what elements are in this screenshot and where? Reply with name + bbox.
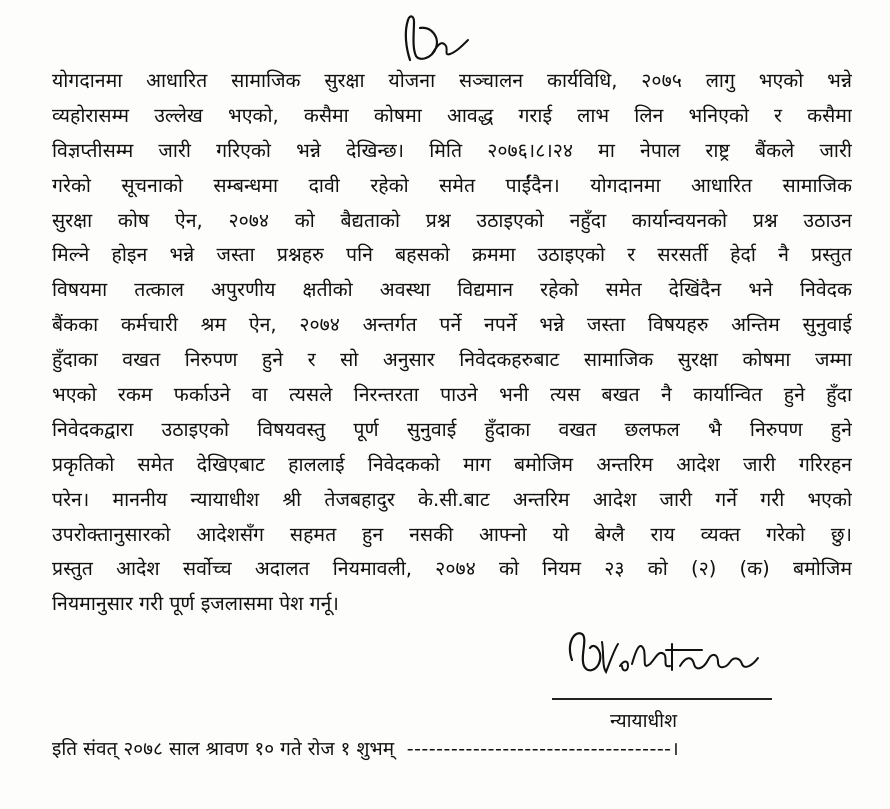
- judge-signature-block: [552, 620, 782, 740]
- footer-text: इति संवत् २०७८ साल श्रावण १० गते रोज १ शुभम्: [52, 738, 395, 760]
- text-line: व्यहोरासम्म उल्लेख भएको, कसैमा कोषमा आवद्ध गराई लाभ लिन भनिएको र कसैमा: [52, 103, 852, 127]
- footer-date-line: [52, 734, 842, 764]
- text-line: भएको रकम फर्काउने वा त्यसले निरन्तरता पाउने भनी त्यस बखत नै कार्यान्वित हुने हुँदा: [52, 383, 852, 407]
- signature-line: [552, 698, 772, 700]
- text-line: निवेदकद्वारा उठाइएको विषयवस्तु पूर्ण सुनुवाई हुँदाका वखत छलफल भै निरुपण हुने: [52, 417, 852, 441]
- text-line: विषयमा तत्काल अपुरणीय क्षतीको अवस्था विद्यमान रहेको समेत देखिंदैन भने निवेदक: [52, 278, 852, 302]
- text-line: प्रस्तुत आदेश सर्वोच्च अदालत नियमावली, २०७४ को नियम २३ को (२) (क) बमोजिम: [52, 557, 852, 581]
- text-line: नियमानुसार गरी पूर्ण इजलासमा पेश गर्नू।: [52, 592, 339, 616]
- text-line: योगदानमा आधारित सामाजिक सुरक्षा योजना सञ्चालन कार्यविधि, २०७५ लागु भएको भन्ने: [52, 69, 852, 92]
- initial-mark: [392, 10, 472, 70]
- text-line: मिल्ने होइन भन्ने जस्ता प्रश्नहरु पनि बहसको क्रममा उठाइएको र सरसर्ती हेर्दा नै प्रस्तुत: [52, 243, 852, 267]
- text-line: गरेको सूचनाको सम्बन्धमा दावी रहेको समेत पाईंदैन। योगदानमा आधारित सामाजिक: [52, 173, 852, 197]
- judge-title: न्यायाधीश: [610, 710, 678, 732]
- footer-dashes: ------------------------------------: [400, 738, 672, 760]
- footer-danda: ।: [671, 738, 679, 760]
- judge-signature: [562, 620, 772, 690]
- text-line: प्रकृतिको समेत देखिएबाट हाललाई निवेदकको माग बमोजिम अन्तरिम आदेश जारी गरिरहन: [52, 452, 852, 476]
- text-line: विज्ञप्तीसम्म जारी गरिएको भन्ने देखिन्छ। मिति २०७६।८।२४ मा नेपाल राष्ट्र बैंकले जारी: [52, 138, 852, 162]
- text-line: बैंकका कर्मचारी श्रम ऐन, २०७४ अन्तर्गत पर्ने नपर्ने भन्ने जस्ता विषयहरु अन्तिम सुनुवाई: [52, 313, 852, 337]
- text-line: हुँदाका वखत निरुपण हुने र सो अनुसार निवेदकहरुबाट सामाजिक सुरक्षा कोषमा जम्मा: [52, 348, 852, 372]
- order-text: [52, 64, 852, 622]
- text-line: सुरक्षा कोष ऐन, २०७४ को बैद्यताको प्रश्न उठाइएको नहुँदा कार्यान्वयनको प्रश्न उठाउन: [52, 208, 852, 232]
- text-line: परेन। माननीय न्यायाधीश श्री तेजबहादुर के.सी.बाट अन्तरिम आदेश जारी गर्ने गरी भएको: [52, 487, 852, 511]
- text-line: उपरोक्तानुसारको आदेशसँग सहमत हुन नसकी आफ्नो यो बेग्लै राय व्यक्त गरेको छु।: [52, 522, 852, 546]
